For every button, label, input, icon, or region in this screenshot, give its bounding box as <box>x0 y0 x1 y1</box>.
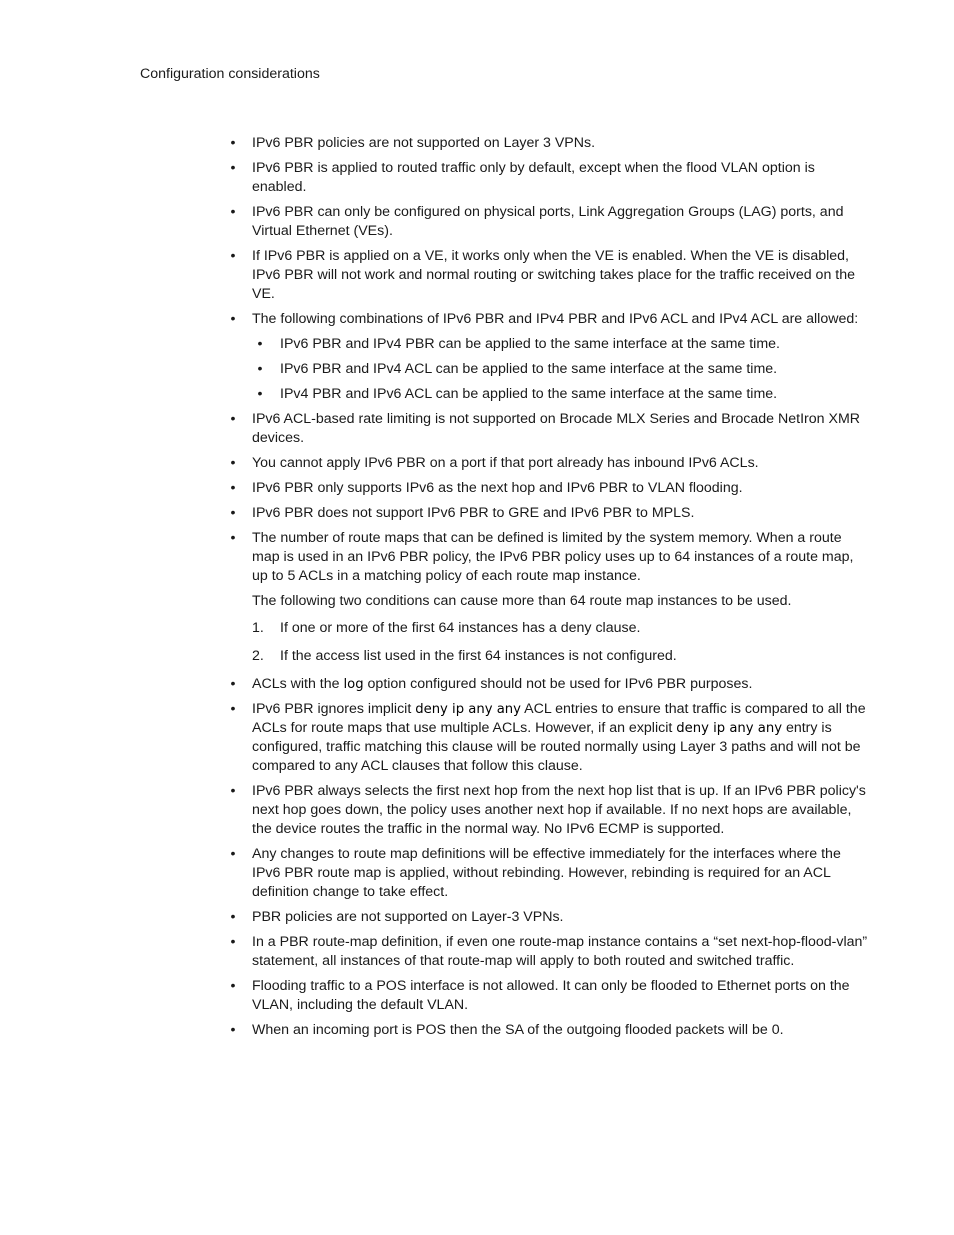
item-text: Flooding traffic to a POS interface is not allowed. It can only be flooded to Ethernet ports on the VLAN, including the default VLAN. <box>252 978 850 1013</box>
item-text <box>252 700 872 776</box>
bullet-icon: • <box>257 361 263 377</box>
sub-list-item <box>252 385 872 404</box>
sub-list-item <box>252 335 872 354</box>
list-item <box>230 159 872 197</box>
text-run: ACL entries to ensure that traffic is compared to all the ACLs for route maps that use multiple ACLs. However, if an explicit <box>252 701 866 736</box>
item-text: IPv6 PBR always selects the first next hop from the next hop list that is up. If an IPv6 PBR policy's next hop goes down, the policy uses another next hop if available. If no next hops are available, the device routes the traffic in the normal way. No IPv6 ECMP is supported. <box>252 783 866 837</box>
list-item <box>230 845 872 902</box>
list-item <box>230 504 872 523</box>
item-text: When an incoming port is POS then the SA of the outgoing flooded packets will be 0. <box>252 1022 784 1038</box>
command-keyword: deny ip any any <box>676 721 782 736</box>
list-item <box>230 908 872 927</box>
list-item <box>230 479 872 498</box>
item-text: IPv6 PBR does not support IPv6 PBR to GRE and IPv6 PBR to MPLS. <box>252 505 695 521</box>
text-run: ACLs with the <box>252 676 344 692</box>
bullet-icon: • <box>230 1022 236 1038</box>
bullet-icon: • <box>230 846 236 862</box>
list-item <box>230 977 872 1015</box>
list-item <box>230 675 872 694</box>
list-item <box>230 454 872 473</box>
bullet-icon: • <box>257 336 263 352</box>
item-text: Any changes to route map definitions will be effective immediately for the interfaces where the IPv6 PBR route map is applied, without rebinding. However, rebinding is required for an ACL definition change to take effect. <box>252 846 841 900</box>
bullet-icon: • <box>230 978 236 994</box>
bullet-icon: • <box>230 204 236 220</box>
item-text: PBR policies are not supported on Layer-3 VPNs. <box>252 909 564 925</box>
item-text: IPv6 PBR can only be configured on physical ports, Link Aggregation Groups (LAG) ports, and Virtual Ethernet (VEs). <box>252 204 844 239</box>
item-text: IPv6 PBR only supports IPv6 as the next hop and IPv6 PBR to VLAN flooding. <box>252 480 743 496</box>
list-item <box>230 134 872 153</box>
list-item <box>230 1021 872 1040</box>
bullet-icon: • <box>230 505 236 521</box>
item-text <box>252 675 872 694</box>
bullet-icon: • <box>230 480 236 496</box>
item-number: 1. <box>252 620 264 636</box>
list-item <box>230 529 872 666</box>
list-item <box>230 782 872 839</box>
bullet-icon: • <box>230 311 236 327</box>
list-item <box>230 933 872 971</box>
item-text: The following combinations of IPv6 PBR and IPv4 PBR and IPv6 ACL and IPv4 ACL are allowed: <box>252 311 859 327</box>
bullet-icon: • <box>230 530 236 546</box>
bullet-icon: • <box>230 934 236 950</box>
bullet-icon: • <box>230 160 236 176</box>
bullet-icon: • <box>257 386 263 402</box>
sub-item-text: IPv6 PBR and IPv4 PBR can be applied to the same interface at the same time. <box>280 336 780 352</box>
bullet-icon: • <box>230 676 236 692</box>
numbered-item <box>252 647 872 666</box>
bullet-icon: • <box>230 411 236 427</box>
item-text: The number of route maps that can be defined is limited by the system memory. When a route map is used in an IPv6 PBR policy, the IPv6 PBR policy uses up to 64 instances of a route map, up to 5 ACLs in a matching policy of each route map instance. <box>252 530 854 584</box>
item-text: If IPv6 PBR is applied on a VE, it works only when the VE is enabled. When the VE is disabled, IPv6 PBR will not work and normal routing or switching takes place for the traffic received on the VE. <box>252 248 855 302</box>
list-item <box>230 700 872 776</box>
bullet-icon: • <box>230 248 236 264</box>
numbered-item-text: If one or more of the first 64 instances has a deny clause. <box>280 620 641 636</box>
running-header: Configuration considerations <box>140 66 320 82</box>
item-number: 2. <box>252 648 264 664</box>
numbered-list <box>252 619 872 666</box>
text-run: option configured should not be used for IPv6 PBR purposes. <box>363 676 753 692</box>
sub-list-item <box>252 360 872 379</box>
bullet-icon: • <box>230 135 236 151</box>
list-item <box>230 410 872 448</box>
list-item <box>230 203 872 241</box>
item-text: In a PBR route-map definition, if even one route-map instance contains a “set next-hop-flood-vlan” statement, all instances of that route-map will apply to both routed and switched traffic. <box>252 934 868 969</box>
paragraph: The following two conditions can cause more than 64 route map instances to be used. <box>252 593 792 609</box>
consideration-list <box>230 134 872 1046</box>
item-text: You cannot apply IPv6 PBR on a port if that port already has inbound IPv6 ACLs. <box>252 455 759 471</box>
bullet-icon: • <box>230 783 236 799</box>
bullet-icon: • <box>230 701 236 717</box>
numbered-item <box>252 619 872 638</box>
bullet-icon: • <box>230 909 236 925</box>
command-keyword: deny ip any any <box>415 702 521 717</box>
item-text: IPv6 PBR policies are not supported on Layer 3 VPNs. <box>252 135 596 151</box>
sub-item-text: IPv4 PBR and IPv6 ACL can be applied to the same interface at the same time. <box>280 386 778 402</box>
list-item <box>230 247 872 304</box>
text-run: IPv6 PBR ignores implicit <box>252 701 416 717</box>
bullet-icon: • <box>230 455 236 471</box>
text-run: entry is configured, traffic matching this clause will be routed normally using Layer 3 paths and will not be compared to any ACL clauses that follow this clause. <box>252 720 861 774</box>
item-text: IPv6 PBR is applied to routed traffic only by default, except when the flood VLAN option is enabled. <box>252 160 815 195</box>
list-item <box>230 310 872 404</box>
item-text: IPv6 ACL-based rate limiting is not supported on Brocade MLX Series and Brocade NetIron XMR devices. <box>252 411 861 446</box>
sub-list <box>252 335 872 404</box>
command-keyword: log <box>343 677 364 692</box>
sub-item-text: IPv6 PBR and IPv4 ACL can be applied to the same interface at the same time. <box>280 361 778 377</box>
numbered-item-text: If the access list used in the first 64 instances is not configured. <box>280 648 677 664</box>
